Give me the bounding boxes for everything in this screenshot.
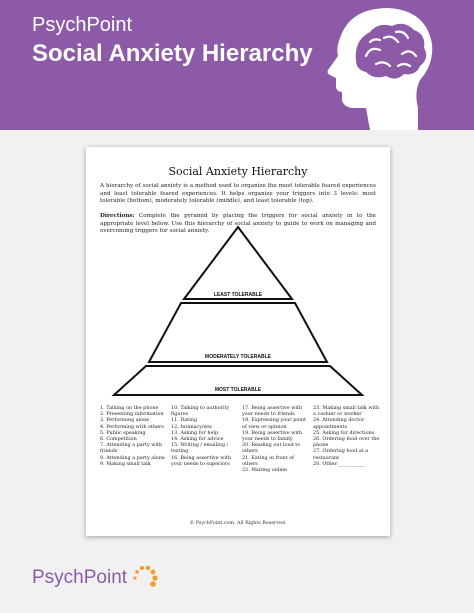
trigger-item: 4. Performing with others [100, 423, 164, 430]
trigger-item: 11. Dating [171, 417, 197, 424]
trigger-item: 24. Attending doctor [313, 417, 365, 424]
level-label-bottom: MOST TOLERABLE [214, 387, 262, 393]
worksheet-footer: © PsychPoint.com. All Rights Reserved. [189, 521, 287, 526]
trigger-item: 12. Intimacy/sex [171, 423, 212, 430]
pyramid-top-level [184, 227, 292, 299]
level-label-middle: MODERATELY TOLERABLE [205, 354, 271, 360]
trigger-list [100, 405, 382, 505]
trigger-item: 2. Presenting information [100, 411, 164, 418]
trigger-item: others [242, 448, 258, 455]
trigger-item: 9. Making small talk [100, 460, 151, 467]
trigger-item: your needs to family [242, 436, 293, 443]
worksheet-page [86, 147, 390, 536]
bottom-brand-name: PsychPoint [32, 567, 128, 588]
trigger-item: 16. Being assertive with [171, 454, 231, 461]
trigger-item: 1. Talking on the phone [100, 405, 159, 411]
trigger-item: phone [313, 442, 329, 449]
level-label-top: LEAST TOLERABLE [213, 292, 263, 298]
hierarchy-pyramid [108, 225, 368, 397]
bottom-logo [32, 564, 159, 592]
trigger-item: 23. Making small talk with [313, 405, 380, 411]
worksheet-intro: A hierarchy of social anxiety is a method used to organize the most tolerable feared experiences and least tolerable feared experiences. It helps organize your triggers into 3 levels: most tolerable (bottom), moderately tolerable (middle), and least tolerable (top). [100, 183, 376, 205]
dots-icon [131, 564, 159, 592]
directions-label: Directions: [100, 213, 135, 219]
trigger-item: a cashier or worker [313, 411, 362, 418]
trigger-column-3 [242, 405, 310, 505]
trigger-item: 21. Eating in front of [242, 454, 294, 461]
trigger-item: friends [100, 448, 118, 455]
trigger-item: 19. Being assertive with [242, 429, 302, 436]
trigger-item: 13. Asking for help [171, 429, 219, 436]
trigger-column-2 [171, 405, 239, 505]
trigger-item: 3. Performing alone [100, 417, 150, 424]
trigger-item: figures [171, 411, 189, 418]
trigger-item: 28. Other:___________ [313, 460, 366, 467]
trigger-item: appointments [313, 423, 347, 430]
trigger-item: 27. Ordering food at a [313, 448, 369, 455]
trigger-item: of view or opinion [242, 423, 287, 430]
trigger-column-1 [100, 405, 168, 505]
trigger-item: 22. Waiting online [242, 467, 288, 474]
trigger-item: 17. Being assertive with [242, 405, 302, 411]
page-title: Social Anxiety Hierarchy [32, 40, 313, 67]
head-brain-icon [300, 4, 474, 130]
trigger-item: your needs to superiors [171, 460, 230, 467]
trigger-item: 18. Expressing your point [242, 417, 306, 424]
trigger-item: texting [171, 448, 189, 455]
trigger-item: 6. Competition [100, 436, 137, 443]
trigger-item: 7. Attending a party with [100, 442, 163, 449]
trigger-item: 25. Asking for directions [313, 429, 375, 436]
trigger-item: 10. Talking to authority [171, 405, 230, 411]
trigger-item: restaurant [313, 454, 340, 461]
trigger-item: your needs to friends [242, 411, 295, 418]
trigger-item: 26. Ordering food over the [313, 436, 380, 443]
worksheet-title: Social Anxiety Hierarchy [168, 165, 308, 178]
trigger-column-4 [313, 405, 381, 505]
brand-name: PsychPoint [32, 14, 133, 36]
directions-text: Complete the pyramid by placing the triggers for social anxiety in to the appropriate level below. Use this hierarchy of social anxiety to guide to work on managing and overcoming triggers for social anxiety. [100, 213, 376, 235]
trigger-item: 20. Reading out loud to [242, 442, 301, 449]
header-banner [0, 0, 474, 130]
trigger-item: others [242, 460, 258, 467]
trigger-item: 15. Writing / emailing / [171, 442, 229, 449]
trigger-item: 8. Attending a party alone [100, 454, 165, 461]
trigger-item: 5. Public speaking [100, 429, 146, 436]
trigger-item: 14. Asking for advice [171, 436, 224, 443]
